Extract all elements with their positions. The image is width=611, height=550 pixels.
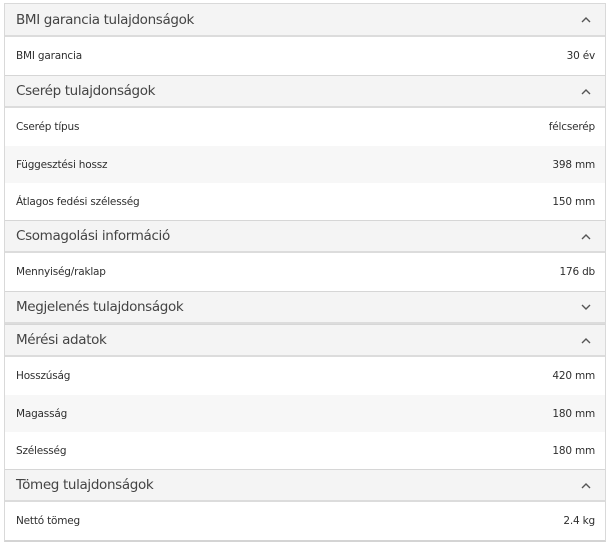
chevron-up-icon[interactable] [581,480,591,490]
property-label: Függesztési hossz [16,158,108,171]
section-header-packaging-info[interactable] [5,220,605,253]
properties-accordion [4,3,606,542]
section-bmi-warranty [5,4,605,75]
section-measurement-data [5,324,605,469]
chevron-up-icon[interactable] [581,15,591,25]
chevron-down-icon[interactable] [581,302,591,312]
property-row [5,37,605,75]
section-packaging-info [5,220,605,291]
property-label: Átlagos fedési szélesség [16,195,140,208]
chevron-up-icon[interactable] [581,231,591,241]
section-appearance-properties [5,291,605,324]
property-value: 30 év [566,50,595,62]
property-value: 176 db [559,266,595,278]
property-value: 2.4 kg [563,515,595,527]
section-header-bmi-warranty[interactable] [5,4,605,37]
property-row [5,502,605,540]
property-row [5,146,605,183]
section-title: Megjelenés tulajdonságok [16,299,184,315]
property-value: 180 mm [552,444,595,457]
section-title: Csomagolási információ [16,228,170,244]
section-title: BMI garancia tulajdonságok [16,11,195,28]
property-label: Cserép típus [16,121,80,133]
section-header-appearance-properties[interactable] [5,291,605,324]
property-label: Szélesség [16,444,67,457]
property-value: 420 mm [552,370,595,382]
section-title: Cserép tulajdonságok [16,83,156,99]
property-row [5,395,605,432]
section-title: Tömeg tulajdonságok [16,477,154,493]
property-label: Nettó tömeg [16,515,81,527]
property-row [5,432,605,469]
section-header-weight-properties[interactable] [5,469,605,502]
section-weight-properties [5,469,605,540]
property-label: Mennyiség/raklap [16,266,106,278]
property-value: félcserép [548,121,595,133]
property-label: Magasság [16,407,68,420]
property-label: Hosszúság [16,370,71,382]
section-header-measurement-data[interactable] [5,324,605,357]
section-header-tile-properties[interactable] [5,75,605,108]
section-tile-properties [5,75,605,220]
property-label: BMI garancia [16,50,82,62]
chevron-up-icon[interactable] [581,335,591,345]
property-row [5,357,605,395]
section-title: Mérési adatok [16,332,107,348]
property-row [5,253,605,291]
chevron-up-icon[interactable] [581,86,591,96]
property-row [5,108,605,146]
property-value: 180 mm [552,407,595,420]
property-value: 150 mm [552,195,595,208]
property-row [5,183,605,220]
property-value: 398 mm [552,158,595,171]
